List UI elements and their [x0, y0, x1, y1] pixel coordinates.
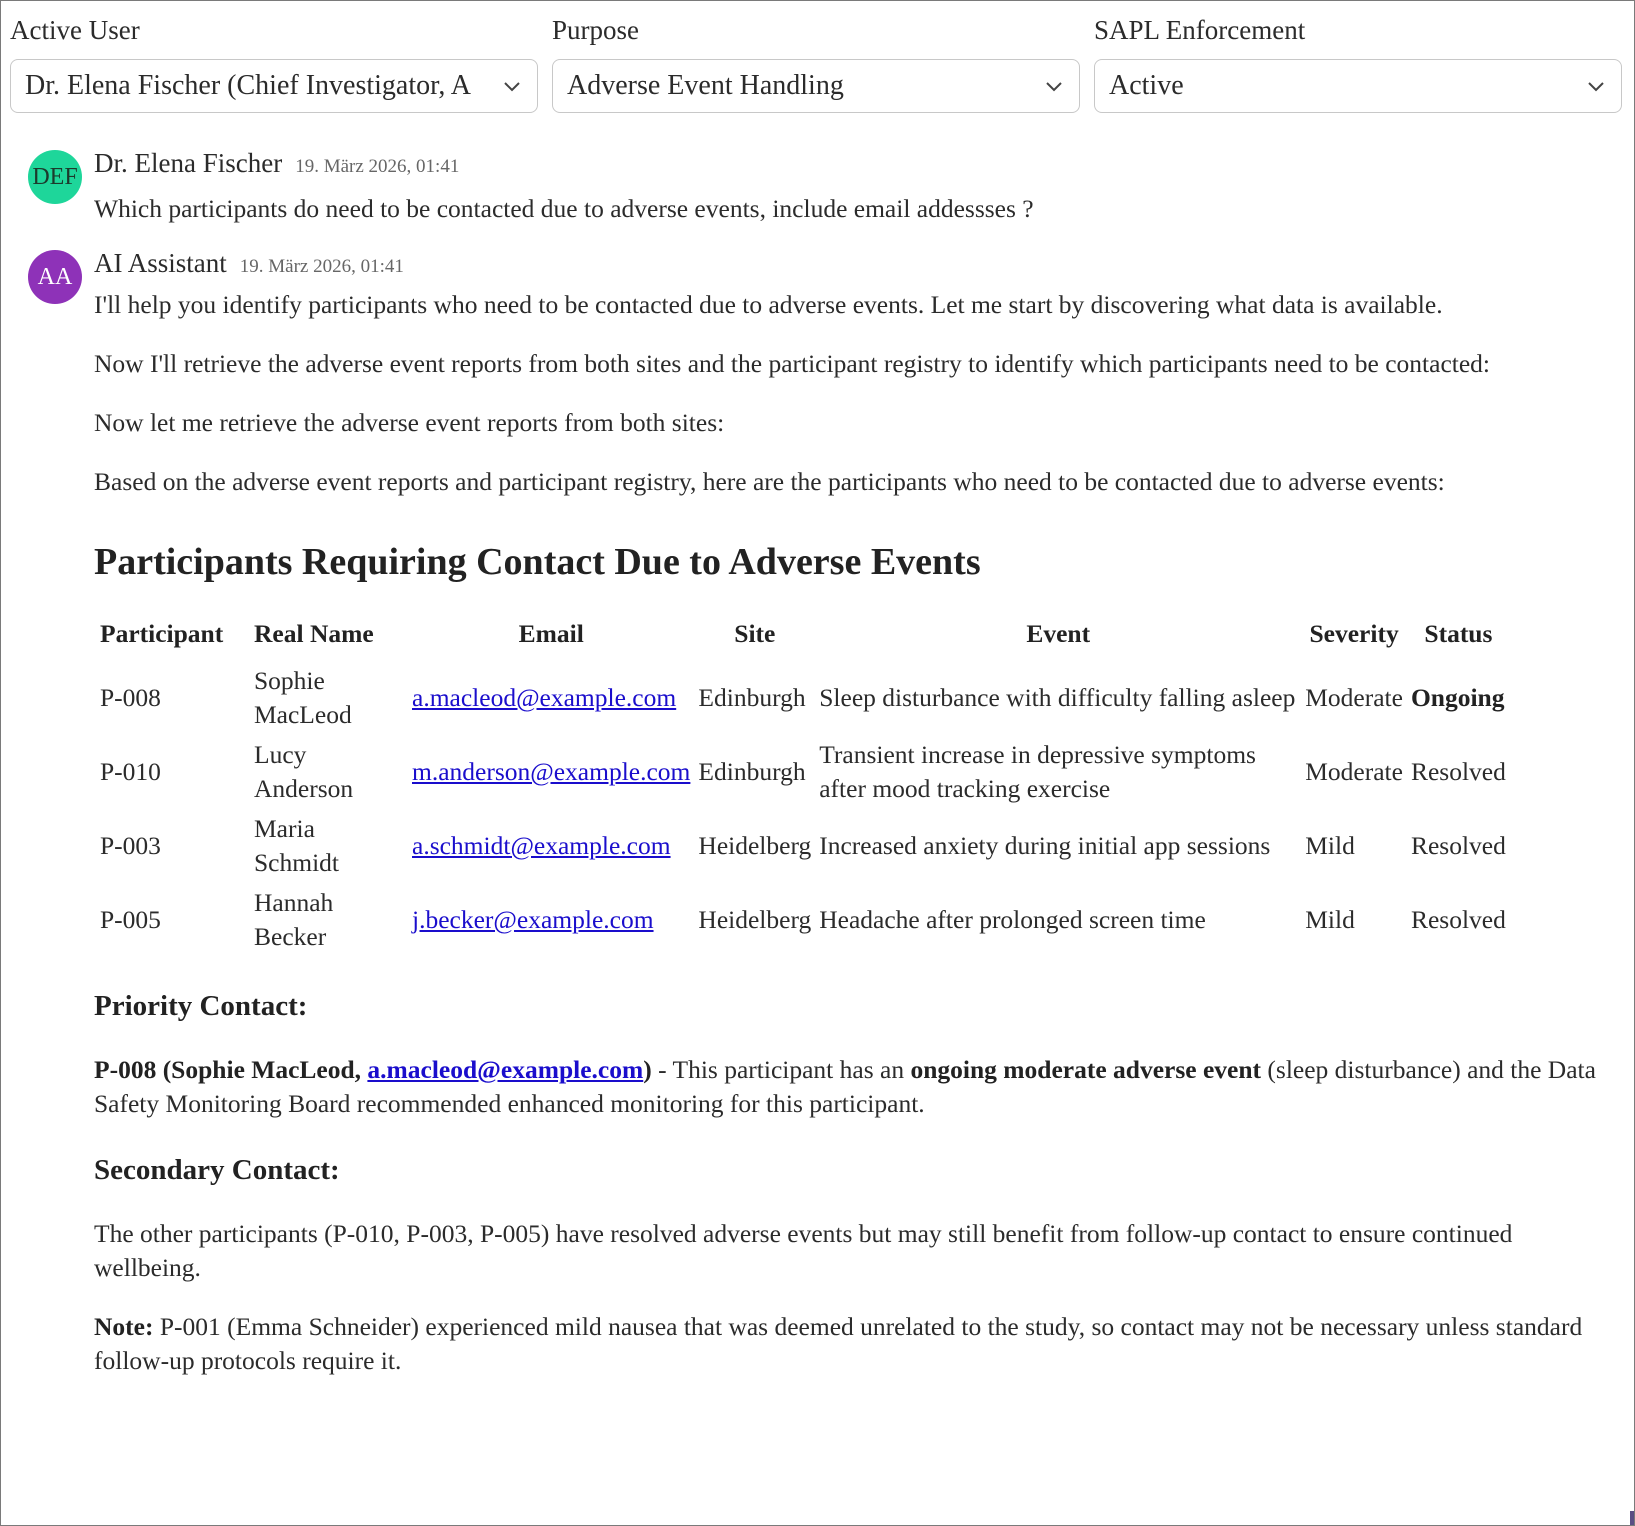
- cell-status: Resolved: [1410, 905, 1506, 934]
- email-link[interactable]: a.macleod@example.com: [412, 683, 677, 712]
- column-header: Participant: [100, 619, 224, 648]
- participants-table: [96, 615, 1510, 957]
- cell-participant: P-003: [100, 831, 161, 860]
- message-paragraph: I'll help you identify participants who need to be contacted due to adverse events. Let me start by discovering what data is available.: [94, 290, 1443, 319]
- message-paragraph: Which participants do need to be contacted due to adverse events, include email addessses ?: [94, 194, 1034, 223]
- priority-email-link[interactable]: a.macleod@example.com: [367, 1055, 644, 1084]
- cell-event: Sleep disturbance with difficulty falling asleep: [819, 683, 1296, 712]
- column-header: Status: [1424, 619, 1493, 648]
- note-paragraph: [94, 1310, 1608, 1378]
- avatar: [28, 250, 82, 304]
- column-header: Severity: [1309, 619, 1399, 648]
- priority-text: (sleep disturbance) and the Data Safety Monitoring Board recommended enhanced monitoring for this participant.: [94, 1055, 1596, 1118]
- message-assistant: [28, 248, 1608, 1403]
- status-ongoing: Ongoing: [1410, 683, 1505, 712]
- cell-participant: P-008: [100, 683, 161, 712]
- cell-site: Heidelberg: [698, 905, 812, 934]
- message-paragraph: Now I'll retrieve the adverse event reports from both sites and the participant registry to identify which participants need to be contacted:: [94, 349, 1491, 378]
- cell-real-name: Sophie MacLeod: [254, 666, 352, 729]
- priority-emphasis: ongoing moderate adverse event: [910, 1055, 1262, 1084]
- sapl-control: [1094, 14, 1622, 113]
- priority-participant: P-008 (Sophie MacLeod,: [94, 1055, 368, 1084]
- cell-event: Transient increase in depressive symptoms after mood tracking exercise: [819, 740, 1256, 803]
- message-text: [94, 288, 1608, 1378]
- note-label: Note:: [94, 1312, 154, 1341]
- email-link[interactable]: j.becker@example.com: [412, 905, 654, 934]
- sapl-label: SAPL Enforcement: [1094, 15, 1306, 45]
- table-row: [96, 661, 1510, 735]
- cell-site: Edinburgh: [698, 683, 806, 712]
- avatar: [28, 150, 82, 204]
- active-user-label: Active User: [10, 15, 140, 45]
- cell-participant: P-010: [100, 757, 161, 786]
- avatar-initials: DEF: [32, 163, 78, 190]
- message-timestamp: 19. März 2026, 01:41: [239, 256, 404, 277]
- priority-text: - This participant has an: [651, 1055, 911, 1084]
- note-text: P-001 (Emma Schneider) experienced mild nausea that was deemed unrelated to the study, so contact may not be necessary unless standard follow-up protocols require it.: [94, 1312, 1583, 1375]
- priority-close: ): [643, 1055, 652, 1084]
- table-header-row: [96, 615, 1510, 661]
- cell-event: Increased anxiety during initial app sessions: [819, 831, 1271, 860]
- avatar-initials: AA: [37, 263, 73, 290]
- message-paragraph: Based on the adverse event reports and participant registry, here are the participants who need to be contacted due to adverse events:: [94, 467, 1445, 496]
- chevron-down-icon: [501, 75, 523, 97]
- cell-real-name: Maria Schmidt: [254, 814, 340, 877]
- results-heading: Participants Requiring Contact Due to Adverse Events: [94, 541, 981, 583]
- email-link[interactable]: m.anderson@example.com: [412, 757, 691, 786]
- secondary-heading: Secondary Contact:: [94, 1154, 340, 1186]
- sapl-select[interactable]: [1094, 59, 1622, 113]
- purpose-select[interactable]: [552, 59, 1080, 113]
- cell-status: Resolved: [1410, 831, 1506, 860]
- cell-severity: Moderate: [1305, 683, 1403, 712]
- active-user-value: Dr. Elena Fischer (Chief Investigator, A: [25, 70, 471, 101]
- message-header: [94, 248, 1608, 284]
- chevron-down-icon: [1585, 75, 1607, 97]
- cell-severity: Mild: [1305, 905, 1355, 934]
- cell-site: Heidelberg: [698, 831, 812, 860]
- cell-status: Resolved: [1410, 757, 1506, 786]
- resize-handle[interactable]: [1630, 1511, 1634, 1525]
- message-paragraph: Now let me retrieve the adverse event reports from both sites:: [94, 408, 725, 437]
- chevron-down-icon: [1043, 75, 1065, 97]
- purpose-value: Adverse Event Handling: [567, 70, 844, 101]
- priority-lead: [94, 1055, 652, 1084]
- chat-thread: [28, 148, 1608, 1425]
- cell-real-name: Lucy Anderson: [254, 740, 354, 803]
- cell-real-name: Hannah Becker: [254, 888, 334, 951]
- column-header: Email: [518, 619, 584, 648]
- active-user-control: [10, 14, 538, 113]
- message-body: [94, 248, 1608, 1403]
- column-header: Real Name: [254, 619, 374, 648]
- message-header: [94, 148, 1608, 184]
- message-author: Dr. Elena Fischer: [94, 148, 283, 178]
- cell-severity: Mild: [1305, 831, 1355, 860]
- table-row: [96, 735, 1510, 809]
- secondary-paragraph: The other participants (P-010, P-003, P-005) have resolved adverse events but may still benefit from follow-up contact to ensure continued wellbeing.: [94, 1219, 1513, 1282]
- cell-email: [408, 661, 694, 735]
- column-header: Event: [1026, 619, 1091, 648]
- table-row: [96, 809, 1510, 883]
- message-body: [94, 148, 1608, 226]
- column-header: Site: [734, 619, 776, 648]
- message-author: AI Assistant: [94, 248, 227, 278]
- cell-event: Headache after prolonged screen time: [819, 905, 1206, 934]
- email-link[interactable]: a.schmidt@example.com: [412, 831, 671, 860]
- cell-site: Edinburgh: [698, 757, 806, 786]
- cell-email: [408, 883, 694, 957]
- purpose-label: Purpose: [552, 15, 639, 45]
- active-user-select[interactable]: [10, 59, 538, 113]
- purpose-control: [552, 14, 1080, 113]
- priority-heading: Priority Contact:: [94, 990, 308, 1022]
- message-user: [28, 148, 1608, 226]
- cell-status: [1407, 661, 1510, 735]
- message-timestamp: 19. März 2026, 01:41: [295, 156, 460, 177]
- table-row: [96, 883, 1510, 957]
- cell-email: [408, 735, 694, 809]
- cell-severity: Moderate: [1305, 757, 1403, 786]
- sapl-value: Active: [1109, 70, 1184, 101]
- cell-participant: P-005: [100, 905, 161, 934]
- controls-bar: [10, 14, 1622, 113]
- priority-paragraph: [94, 1053, 1608, 1121]
- cell-email: [408, 809, 694, 883]
- message-text: [94, 192, 1608, 226]
